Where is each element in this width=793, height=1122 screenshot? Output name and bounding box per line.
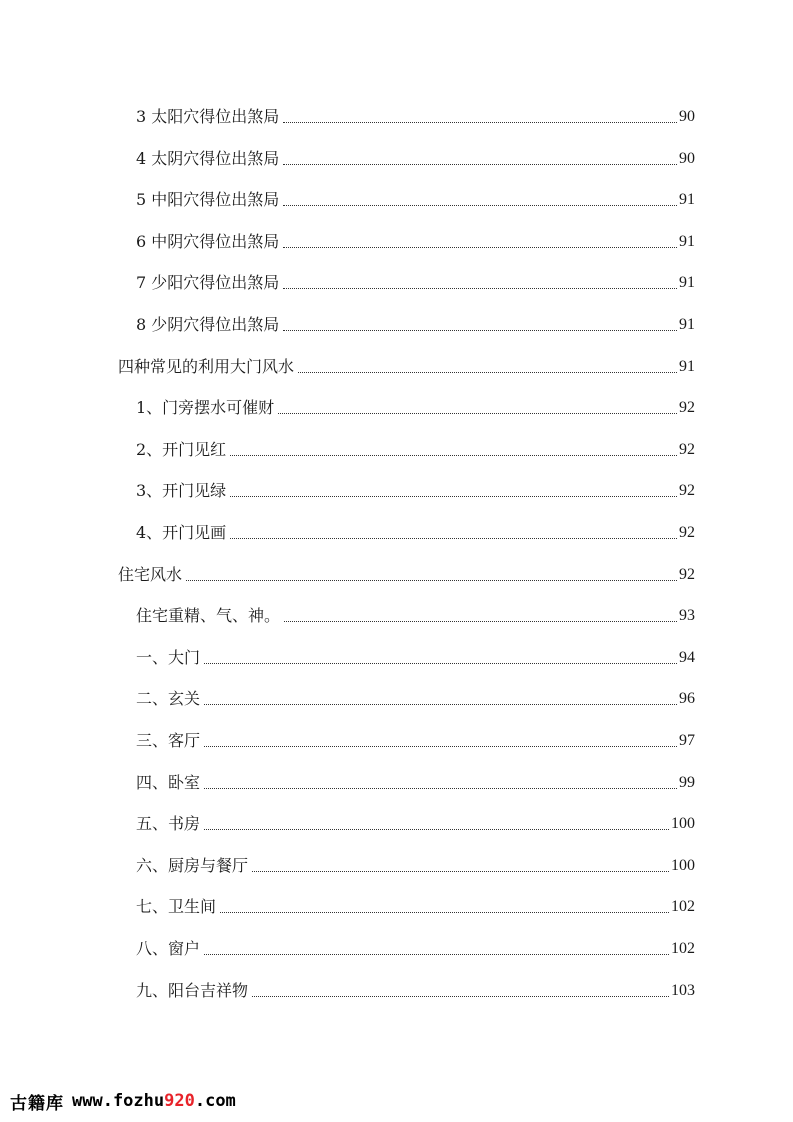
toc-entry[interactable]	[136, 729, 695, 753]
toc-entry[interactable]	[136, 812, 695, 836]
toc-entry-label: 4 太阴穴得位出煞局	[136, 148, 280, 168]
toc-entry[interactable]	[136, 271, 695, 295]
toc-entry-label: 5 中阳穴得位出煞局	[136, 190, 280, 210]
toc-entry-page-number: 94	[679, 648, 695, 666]
toc-entry[interactable]	[136, 979, 695, 1003]
toc-entry-page-number: 102	[671, 898, 695, 916]
toc-entry-label: 一、大门	[136, 647, 201, 667]
watermark-url-suffix: .com	[194, 1091, 236, 1111]
toc-entry-page-number: 91	[679, 274, 695, 292]
toc-entry-label: 七、卫生间	[136, 897, 217, 917]
toc-entry-label: 九、阳台吉祥物	[136, 980, 249, 1000]
toc-entry[interactable]	[136, 188, 695, 212]
toc-dot-leader	[204, 704, 677, 705]
toc-entry[interactable]	[118, 355, 695, 379]
toc-entry-page-number: 97	[679, 732, 695, 749]
toc-entry[interactable]	[136, 646, 695, 670]
watermark-url-number: 920	[164, 1091, 195, 1111]
toc-dot-leader	[252, 996, 669, 997]
toc-entry[interactable]	[136, 396, 695, 420]
toc-entry-page-number: 92	[679, 399, 695, 417]
toc-dot-leader	[230, 455, 677, 456]
toc-entry-label: 五、书房	[136, 814, 201, 834]
toc-entry[interactable]	[136, 313, 695, 337]
toc-dot-leader	[230, 496, 677, 497]
toc-entry-page-number: 100	[671, 856, 695, 874]
toc-dot-leader	[186, 580, 677, 581]
toc-entry-label: 八、窗户	[136, 939, 201, 958]
toc-entry-label: 住宅重精、气、神。	[136, 606, 281, 626]
toc-entry-label: 四、卧室	[136, 772, 201, 792]
toc-dot-leader	[278, 413, 677, 414]
site-watermark	[10, 1088, 236, 1114]
toc-dot-leader	[283, 205, 677, 206]
toc-entry-label: 三、客厅	[136, 731, 201, 750]
toc-dot-leader	[230, 538, 677, 539]
toc-dot-leader	[283, 164, 677, 165]
toc-dot-leader	[204, 954, 669, 955]
toc-entry-page-number: 100	[671, 815, 695, 833]
toc-entry-label: 7 少阳穴得位出煞局	[136, 273, 280, 293]
toc-dot-leader	[204, 829, 669, 830]
toc-entry-label: 四种常见的利用大门风水	[118, 356, 295, 376]
toc-entry-label: 住宅风水	[118, 564, 183, 584]
toc-entry-page-number: 96	[679, 690, 695, 708]
toc-dot-leader	[298, 372, 677, 373]
toc-entry[interactable]	[136, 479, 695, 503]
toc-entry-page-number: 93	[679, 607, 695, 625]
toc-entry-label: 4、开门见画	[136, 523, 227, 542]
toc-entry-label: 二、玄关	[136, 689, 201, 709]
toc-entry[interactable]	[136, 771, 695, 795]
toc-dot-leader	[283, 288, 677, 289]
toc-entry-page-number: 91	[679, 357, 695, 375]
toc-entry-label: 8 少阴穴得位出煞局	[136, 315, 280, 334]
toc-dot-leader	[284, 621, 677, 622]
toc-entry-page-number: 91	[679, 232, 695, 250]
toc-entry-label: 1、门旁摆水可催财	[136, 398, 275, 418]
toc-entry-page-number: 92	[679, 524, 695, 541]
toc-entry-page-number: 103	[671, 981, 695, 999]
toc-entry[interactable]	[136, 230, 695, 254]
toc-entry[interactable]	[118, 563, 695, 587]
toc-dot-leader	[283, 247, 677, 248]
toc-entry[interactable]	[136, 147, 695, 171]
toc-entry-page-number: 92	[679, 440, 695, 458]
toc-entry[interactable]	[136, 937, 695, 961]
toc-dot-leader	[220, 912, 669, 913]
toc-entry-page-number: 102	[671, 940, 695, 957]
toc-entry-page-number: 91	[679, 191, 695, 209]
toc-dot-leader	[204, 788, 677, 789]
toc-entry-page-number: 90	[679, 108, 695, 125]
watermark-site-name: 古籍库	[10, 1093, 64, 1114]
toc-entry-label: 3、开门见绿	[136, 481, 227, 501]
toc-entry[interactable]	[136, 105, 695, 129]
toc-entry-label: 3 太阳穴得位出煞局	[136, 107, 280, 126]
toc-dot-leader	[283, 330, 677, 331]
toc-dot-leader	[252, 871, 669, 872]
toc-entry-page-number: 99	[679, 773, 695, 791]
toc-entry-page-number: 92	[679, 482, 695, 500]
toc-entry[interactable]	[136, 521, 695, 545]
toc-entry[interactable]	[136, 895, 695, 919]
toc-dot-leader	[283, 122, 677, 123]
toc-entry[interactable]	[136, 604, 695, 628]
toc-entry[interactable]	[136, 438, 695, 462]
watermark-url-prefix: www.fozhu	[72, 1091, 165, 1111]
toc-dot-leader	[204, 746, 677, 747]
toc-entry-label: 2、开门见红	[136, 439, 227, 459]
toc-entry-page-number: 91	[679, 316, 695, 333]
toc-entry[interactable]	[136, 687, 695, 711]
toc-entry[interactable]	[136, 854, 695, 878]
toc-entry-page-number: 90	[679, 149, 695, 167]
toc-entry-label: 六、厨房与餐厅	[136, 855, 249, 875]
toc-dot-leader	[204, 663, 677, 664]
toc-entry-label: 6 中阴穴得位出煞局	[136, 231, 280, 251]
toc-entry-page-number: 92	[679, 565, 695, 583]
